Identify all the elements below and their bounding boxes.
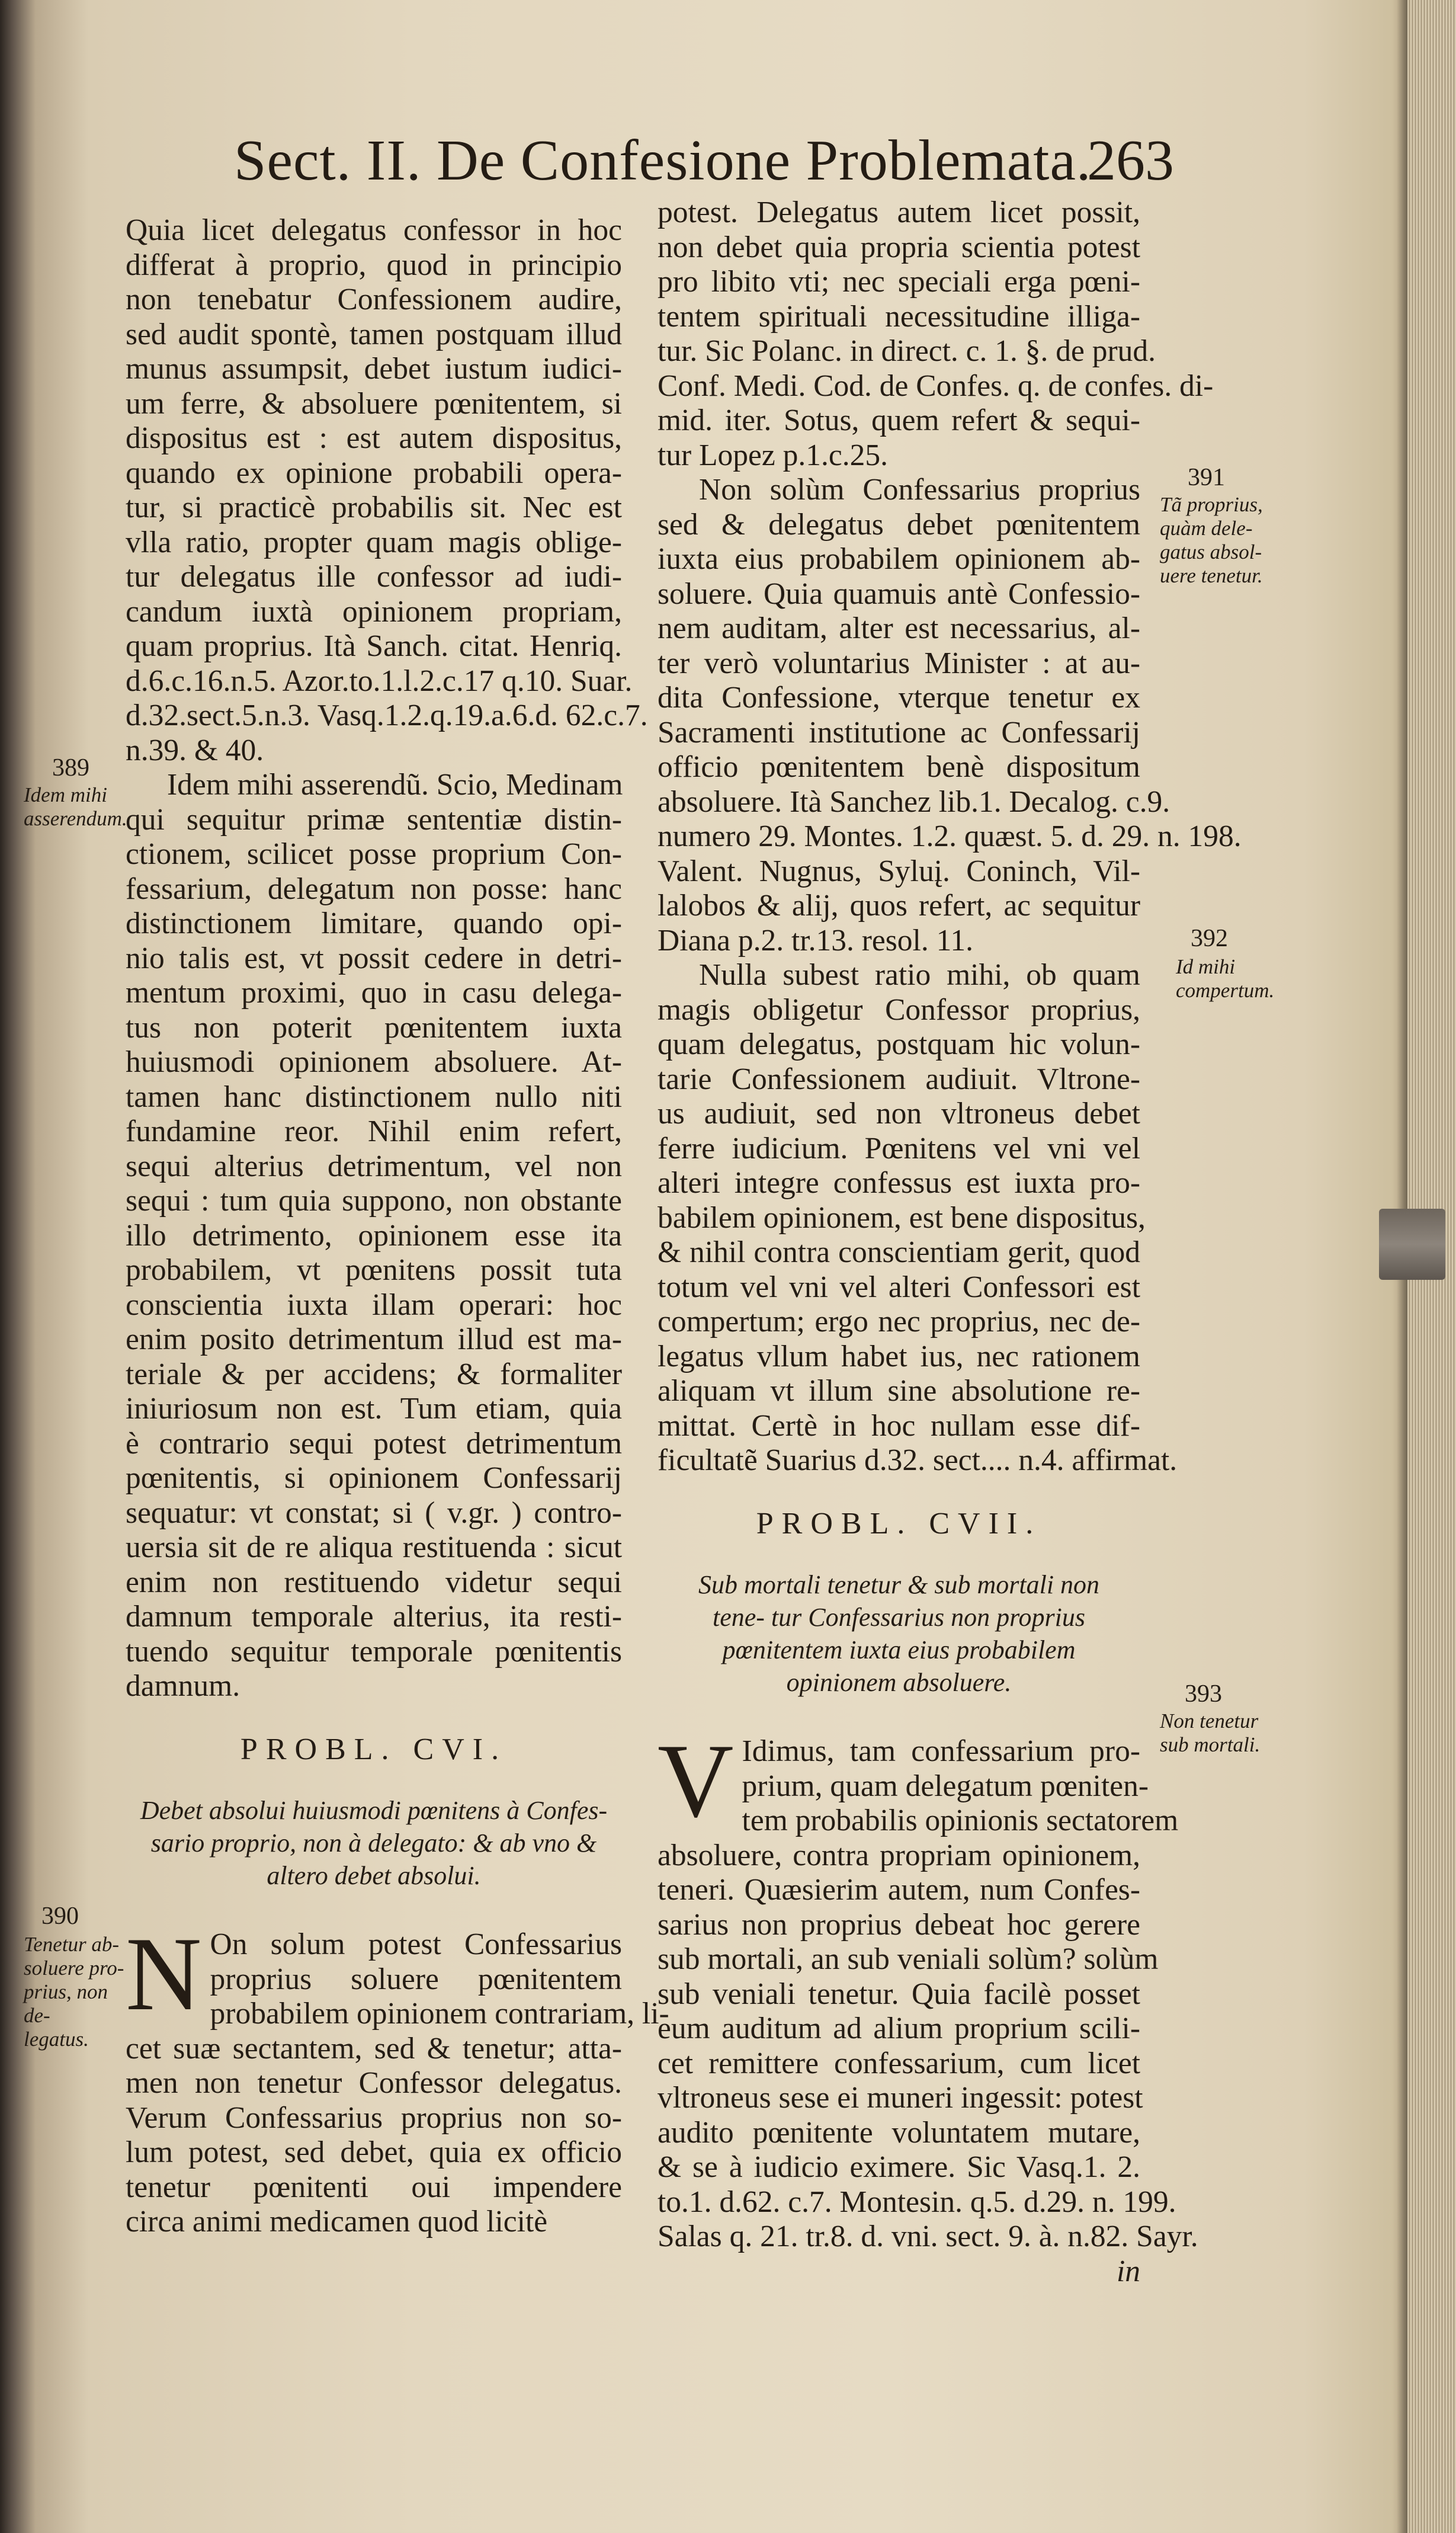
text-line: sed & delegatus debet pœnitentem	[658, 507, 1140, 542]
margin-note-line: Id mihi	[1176, 955, 1236, 978]
margin-number-392: 392	[1191, 925, 1228, 952]
margin-note-line: compertum.	[1176, 979, 1275, 1002]
text-line: nem auditam, alter est necessarius, al-	[658, 611, 1140, 645]
margin-note-line: Non tenetur	[1160, 1709, 1259, 1733]
text-line: lum potest, sed debet, quia ex officio	[126, 2135, 622, 2169]
text-line: huiusmodi opinionem absoluere. At-	[126, 1045, 622, 1079]
bookmark-tab	[1379, 1209, 1445, 1280]
text-line: legatus vllum habet ius, nec rationem	[658, 1339, 1140, 1373]
text-line: cet suæ sectantem, sed & tenetur; atta-	[126, 2031, 622, 2066]
text-line: lalobos & alij, quos refert, ac sequitur	[658, 889, 1140, 923]
text-line: illo detrimento, opinionem esse ita	[126, 1218, 622, 1253]
text-line: probabilem opinionem contrariam, li-	[210, 1997, 669, 2031]
text-line: circa animi medicamen quod licitè	[126, 2205, 548, 2239]
text-line: prium, quam delegatum pœniten-	[742, 1769, 1149, 1803]
margin-note-line: sub mortali.	[1160, 1733, 1261, 1756]
text-line: damnum.	[126, 1669, 240, 1703]
right-paragraph-4	[658, 1722, 1198, 2255]
text-line: sub mortali, an sub veniali solùm? solùm	[658, 1942, 1159, 1976]
text-line: Conf. Medi. Cod. de Confes. q. de confes. di-	[658, 369, 1214, 403]
text-line: teriale & per accidens; & formaliter	[126, 1357, 622, 1391]
text-line: ctionem, scilicet posse proprium Con-	[126, 837, 622, 871]
text-line: numero 29. Montes. 1.2. quæst. 5. d. 29. n. 198.	[658, 819, 1242, 853]
text-line: Idem mihi asserendũ. Scio, Medinam	[167, 768, 623, 802]
text-line: enim non restituendo videtur sequi	[126, 1565, 622, 1599]
text-line: absoluere, contra propriam opinionem,	[658, 1838, 1140, 1872]
text-line: Non solùm Confessarius proprius	[699, 473, 1140, 507]
text-line: tarie Confessionem audiuit. Vltrone-	[658, 1062, 1140, 1096]
text-line: alteri integre confessus est iuxta pro-	[658, 1166, 1140, 1200]
text-line: totum vel vni vel alteri Confessori est	[658, 1270, 1140, 1304]
text-line: quam proprius. Ità Sanch. citat. Henriq.	[126, 629, 622, 663]
text-line: officio pœnitentem benè dispositum	[658, 750, 1140, 784]
text-line: enim posito detrimentum illud est ma-	[126, 1322, 622, 1356]
text-line: cet remittere confessarium, cum licet	[658, 2046, 1140, 2080]
text-line: candum iuxtà opinionem propriam,	[126, 594, 622, 629]
text-line: è contrario sequi potest detrimentum	[126, 1426, 622, 1461]
catchword: in	[1116, 2254, 1140, 2288]
text-line: fundamine reor. Nihil enim refert,	[126, 1115, 622, 1148]
text-line: munus assumpsit, debet iustum iudici-	[126, 352, 622, 386]
drop-cap-v: V	[658, 1722, 734, 1839]
text-line: vltroneus sese ei muneri ingessit: potest	[658, 2081, 1143, 2115]
text-line: sarius non proprius debeat hoc gerere	[658, 1907, 1140, 1942]
margin-note-line: Tenetur ab-	[24, 1933, 120, 1956]
margin-note-line: Idem mihi	[24, 783, 107, 806]
text-line: audito pœnitente voluntatem mutare,	[658, 2115, 1140, 2150]
text-line: damnum temporale alterius, ita resti-	[126, 1600, 622, 1634]
section-heading-cvi: PROBL. CVI.	[240, 1732, 508, 1766]
text-line: n.39. & 40.	[126, 733, 264, 767]
margin-note-line: quàm dele-	[1160, 517, 1253, 540]
text-line: quando ex opinione probabili opera-	[126, 456, 622, 490]
margin-note-392	[1176, 955, 1279, 1003]
text-line: ficultatẽ Suarius d.32. sect.... n.4. affirmat.	[658, 1443, 1178, 1477]
text-line: tur Lopez p.1.c.25.	[658, 438, 888, 472]
text-line: tenetur pœnitenti oui impendere	[126, 2170, 622, 2204]
margin-number-391: 391	[1188, 464, 1225, 491]
section-heading-cvii: PROBL. CVII.	[756, 1506, 1042, 1541]
right-paragraph-3	[658, 958, 1178, 1478]
text-line: compertum; ergo nec proprius, nec de-	[658, 1305, 1140, 1338]
text-line: magis obligetur Confessor proprius,	[658, 992, 1140, 1027]
text-line: nio talis est, vt possit cedere in detri-	[126, 941, 622, 975]
summary-cvii: Sub mortali tenetur & sub mortali non tene- tur Confessarius non proprius pœnitentem iuxta eius probabilem opinionem absoluere.	[698, 1570, 1100, 1697]
text-line: tentem spirituali necessitudine illiga-	[658, 299, 1140, 334]
text-line: um ferre, & absoluere pœnitentem, si	[126, 386, 622, 421]
text-line: potest. Delegatus autem licet possit,	[658, 196, 1140, 229]
left-text-column	[126, 213, 669, 2240]
text-line: aliquam vt illum sine absolutione re-	[658, 1374, 1140, 1408]
text-line: tuendo sequitur temporale pœnitentis	[126, 1634, 622, 1669]
margin-note-line: gatus absol-	[1160, 540, 1262, 563]
text-line: tur. Sic Polanc. in direct. c. 1. §. de prud.	[658, 334, 1156, 368]
text-line: sub veniali tenetur. Quia facilè posset	[658, 1977, 1140, 2011]
text-line: Idimus, tam confessarium pro-	[742, 1734, 1140, 1768]
text-line: mentum proximi, quo in casu delega-	[126, 976, 622, 1010]
text-line: d.32.sect.5.n.3. Vasq.1.2.q.19.a.6.d. 62.c.7.	[126, 699, 648, 732]
text-line: absoluere. Ità Sanchez lib.1. Decalog. c.9.	[658, 784, 1170, 819]
margin-note-line: prius, non de-	[24, 1980, 108, 2027]
text-line: sed audit spontè, tamen postquam illud	[126, 317, 622, 351]
text-line: & se à iudicio eximere. Sic Vasq.1. 2.	[658, 2150, 1140, 2184]
text-line: Nulla subest ratio mihi, ob quam	[699, 958, 1140, 992]
text-line: sequatur: vt constat; si ( v.gr. ) contro-	[126, 1496, 622, 1530]
text-line: Quia licet delegatus confessor in hoc	[126, 213, 622, 247]
text-line: babilem opinionem, est bene dispositus,	[658, 1200, 1146, 1235]
text-line: tamen hanc distinctionem nullo niti	[126, 1080, 622, 1114]
text-line: pœnitentis, si opinionem Confessarij	[126, 1461, 622, 1495]
text-line: qui sequitur primæ sententiæ distin-	[126, 802, 622, 837]
margin-note-389	[24, 783, 127, 831]
page-number: 263	[1087, 129, 1174, 193]
text-line: d.6.c.16.n.5. Azor.to.1.l.2.c.17 q.10. Suar.	[126, 664, 633, 698]
text-line: ter verò voluntarius Minister : at au-	[658, 646, 1140, 680]
left-paragraph-2	[126, 768, 622, 1704]
text-line: sequi : tum quia suppono, non obstante	[126, 1184, 622, 1218]
margin-note-393	[1160, 1709, 1272, 1757]
text-line: us audiuit, sed non vltroneus debet	[658, 1097, 1140, 1131]
text-line: mid. iter. Sotus, quem refert & sequi-	[658, 404, 1140, 437]
margin-number-390: 390	[41, 1903, 79, 1930]
text-line: Verum Confessarius proprius non so-	[126, 2100, 622, 2135]
text-line: & nihil contra conscientiam gerit, quod	[658, 1235, 1140, 1269]
text-line: to.1. d.62. c.7. Montesin. q.5. d.29. n. 199.	[658, 2185, 1176, 2219]
text-line: tur delegatus ille confessor ad iudi-	[126, 560, 622, 594]
text-line: tus non poterit pœnitentem iuxta	[126, 1010, 622, 1045]
text-line: non debet quia propria scientia potest	[658, 230, 1140, 264]
text-line: teneri. Quæsierim autem, num Confes-	[658, 1873, 1140, 1907]
text-line: non tenebatur Confessionem audire,	[126, 283, 622, 316]
text-line: pro libito vti; nec speciali erga pœni-	[658, 265, 1140, 299]
text-line: iuxta eius probabilem opinionem ab-	[658, 542, 1140, 576]
text-line: Diana p.2. tr.13. resol. 11.	[658, 923, 974, 958]
text-line: tur, si practicè probabilis sit. Nec est	[126, 491, 622, 524]
left-paragraph-1	[126, 213, 648, 768]
margin-note-line: legatus.	[24, 2028, 89, 2051]
margin-note-391	[1160, 493, 1278, 588]
text-line: ferre iudicium. Pœnitens vel vni vel	[658, 1131, 1140, 1165]
margin-note-line: asserendum.	[24, 807, 127, 830]
text-line: distinctionem limitare, quando opi-	[126, 907, 622, 940]
text-line: eum auditum ad alium proprium scili-	[658, 2012, 1140, 2045]
margin-note-line: uere tenetur.	[1160, 564, 1263, 587]
margin-number-393: 393	[1185, 1680, 1222, 1708]
text-line: vlla ratio, propter quam magis oblige-	[126, 525, 622, 559]
text-line: On solum potest Confessarius	[210, 1927, 622, 1961]
text-line: mittat. Certè in hoc nullam esse dif-	[658, 1408, 1140, 1443]
text-line: fessarium, delegatum non posse: hanc	[126, 872, 622, 906]
text-line: Sacramenti institutione ac Confessarij	[658, 715, 1140, 750]
left-paragraph-3	[126, 1915, 669, 2240]
text-line: Valent. Nugnus, Syluį. Coninch, Vil-	[658, 854, 1140, 888]
text-line: differat à proprio, quod in principio	[126, 248, 622, 282]
text-line: sequi alterius detrimentum, vel non	[126, 1149, 622, 1183]
right-paragraph-1	[658, 196, 1214, 473]
text-line: proprius soluere pœnitentem	[210, 1962, 622, 1996]
margin-note-line: soluere pro-	[24, 1956, 124, 1980]
text-line: uersia sit de re aliqua restituenda : sicut	[126, 1530, 622, 1564]
margin-note-line: Tã proprius,	[1160, 493, 1263, 516]
text-line: dispositus est : est autem dispositus,	[126, 421, 622, 455]
text-line: conscientia iuxta illam operari: hoc	[126, 1288, 622, 1322]
drop-cap-n: N	[126, 1915, 202, 2032]
text-line: iniuriosum non est. Tum etiam, quia	[126, 1392, 622, 1426]
text-line: quam delegatus, postquam hic volun-	[658, 1027, 1140, 1061]
text-line: soluere. Quia quamuis antè Confessio-	[658, 577, 1140, 611]
running-header-title: Sect. II. De Confesione Problemata.	[234, 129, 1092, 193]
text-line: dita Confessione, vterque tenetur ex	[658, 681, 1140, 715]
summary-cvi: Debet absolui huiusmodi pœnitens à Confes- sario proprio, non à delegato: & ab vno & altero debet absolui.	[140, 1796, 608, 1890]
text-line: Salas q. 21. tr.8. d. vni. sect. 9. à. n.82. Sayr.	[658, 2220, 1198, 2253]
margin-note-390	[24, 1933, 124, 2051]
margin-number-389: 389	[52, 754, 89, 782]
text-line: tem probabilis opinionis sectatorem	[742, 1804, 1179, 1837]
text-line: men non tenetur Confessor delegatus.	[126, 2066, 622, 2100]
text-line: probabilem, vt pœnitens possit tuta	[126, 1253, 622, 1287]
